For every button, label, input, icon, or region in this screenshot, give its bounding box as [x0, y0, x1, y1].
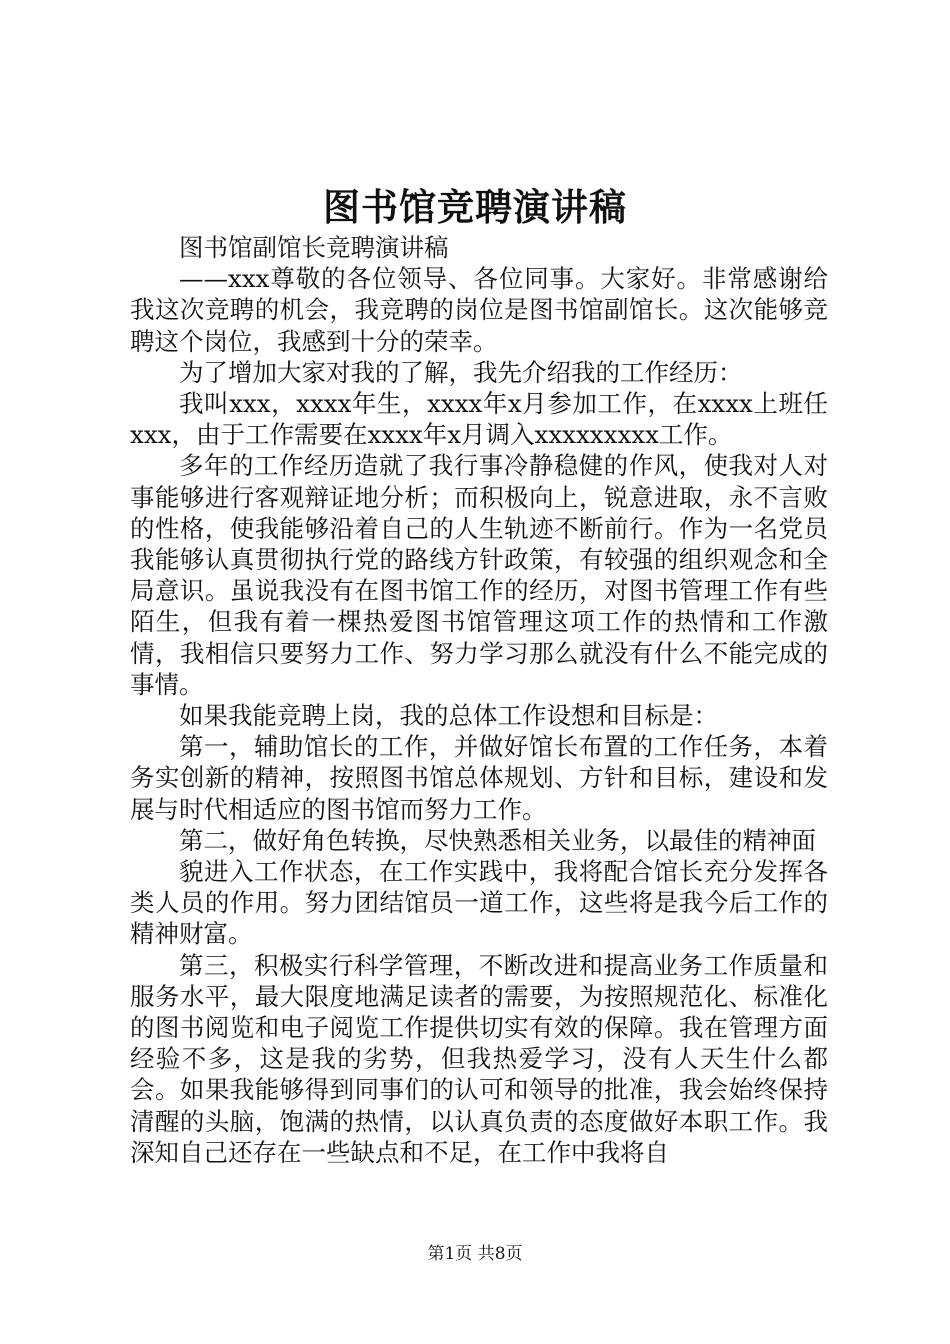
paragraph-goal-first: 第一，辅助馆长的工作，并做好馆长布置的工作任务，本着务实创新的精神，按照图书馆总体规划、方针和目标，建设和发展与时代相适应的图书馆而努力工作。 [130, 732, 828, 824]
paragraph-experience: 多年的工作经历造就了我行事冷静稳健的作风，使我对人对事能够进行客观辩证地分析；而积极向上，锐意进取，永不言败的性格，使我能够沿着自己的人生轨迹不断前行。作为一名党员我能够认真贯彻执行党的路线方针政策，有较强的组织观念和全局意识。虽说我没有在图书馆工作的经历，对图书管理工作有些陌生，但我有着一棵热爱图书馆管理这项工作的热情和工作激情，我相信只要努力工作、努力学习那么就没有什么不能完成的事情。 [130, 451, 828, 699]
paragraph-intro: 为了增加大家对我的了解，我先介绍我的工作经历： [179, 357, 743, 387]
paragraph-goal-third: 第三，积极实行科学管理，不断改进和提高业务工作质量和服务水平，最大限度地满足读者的需要，为按照规范化、标准化的图书阅览和电子阅览工作提供切实有效的保障。我在管理方面经验不多，这是我的劣势，但我热爱学习，没有人天生什么都会。如果我能够得到同事们的认可和领导的批准，我会始终保持清醒的头脑，饱满的热情，以认真负责的态度做好本职工作。我深知自己还存在一些缺点和不足，在工作中我将自 [130, 950, 828, 1167]
paragraph-personal-info: 我叫xxx，xxxx年生，xxxx年x月参加工作，在xxxx上班任xxx，由于工作需要在xxxx年x月调入xxxxxxxxx工作。 [130, 389, 828, 450]
paragraph-subtitle: 图书馆副馆长竞聘演讲稿 [179, 233, 449, 262]
paragraph-goal-second-continued: 貌进入工作状态，在工作实践中，我将配合馆长充分发挥各类人员的作用。努力团结馆员一道工作，这些将是我今后工作的精神财富。 [130, 857, 828, 949]
paragraph-greeting: ——xxx尊敬的各位领导、各位同事。大家好。非常感谢给我这次竞聘的机会，我竞聘的岗位是图书馆副馆长。这次能够竞聘这个岗位，我感到十分的荣幸。 [130, 264, 828, 356]
paragraph-goals-intro: 如果我能竞聘上岗，我的总体工作设想和目标是： [179, 701, 718, 731]
paragraph-goal-second: 第二，做好角色转换，尽快熟悉相关业务，以最佳的精神面 [179, 825, 816, 855]
page-number-footer: 第1页 共8页 [427, 1244, 523, 1264]
document-title: 图书馆竞聘演讲稿 [323, 185, 627, 229]
document-body [130, 232, 828, 1168]
